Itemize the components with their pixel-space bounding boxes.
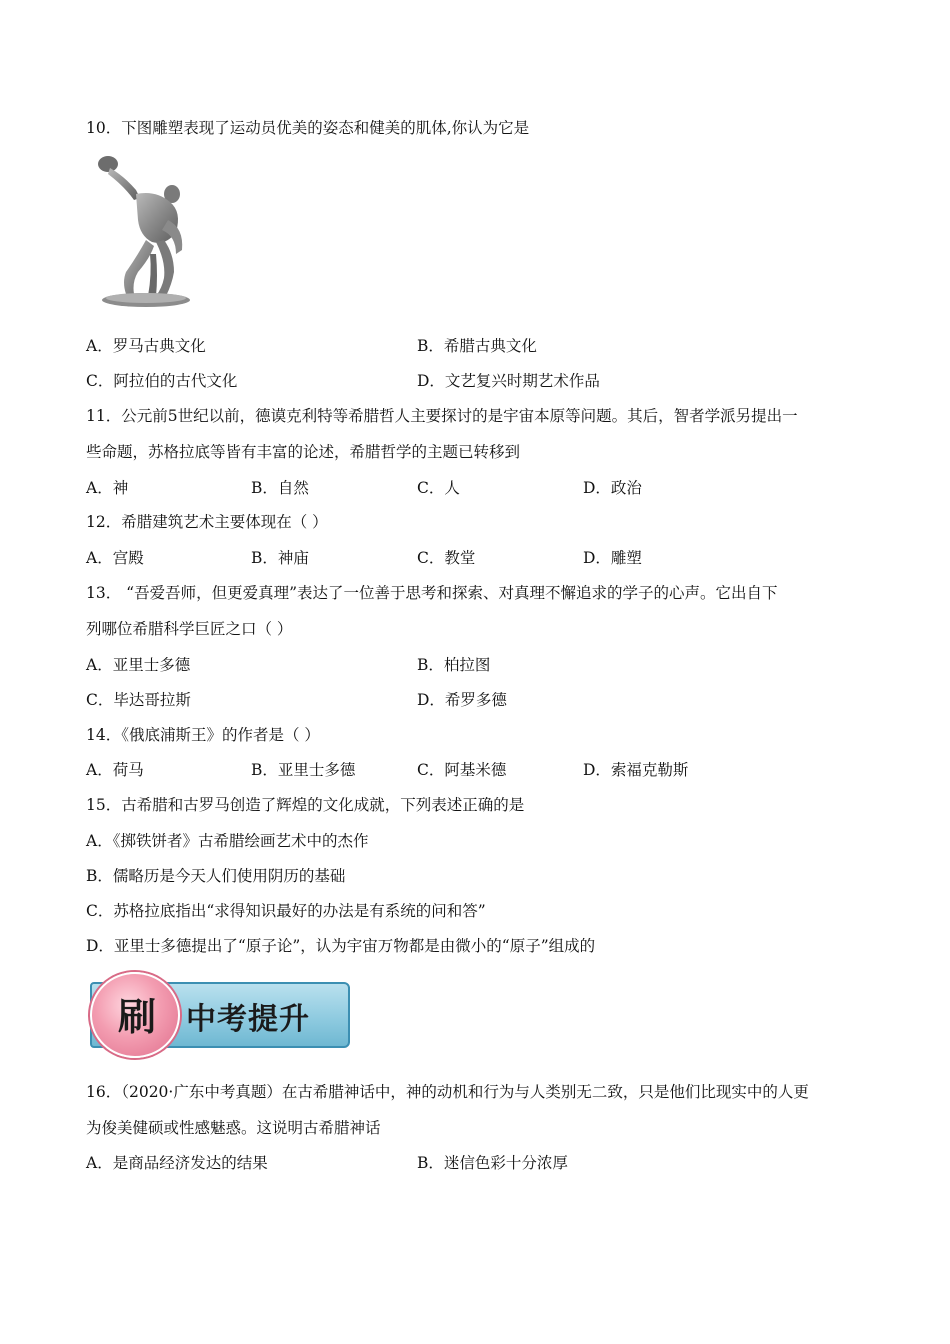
discobolus-statue-image: [96, 150, 208, 310]
q15-option-b: B．儒略历是今天人们使用阴历的基础: [86, 867, 346, 885]
banner-badge: [90, 972, 180, 1058]
q11-option-b: B．自然: [251, 479, 309, 497]
banner-title: 中考提升: [186, 1002, 310, 1037]
q12-option-a: A．宫殿: [86, 549, 144, 567]
q10-option-d: D．文艺复兴时期艺术作品: [417, 372, 600, 390]
q12-option-b: B．神庙: [251, 549, 309, 567]
q14-stem: 14．《俄底浦斯王》的作者是（ ）: [86, 726, 320, 744]
q15-option-d: D．亚里士多德提出了“原子论”，认为宇宙万物都是由微小的“原子”组成的: [86, 937, 596, 955]
q13-stem-line2: 列哪位希腊科学巨匠之口（ ）: [86, 620, 293, 638]
q13-stem-line1: 13． “吾爱吾师，但更爱真理”表达了一位善于思考和探索、对真理不懈追求的学子的心声。它出自下: [86, 584, 778, 602]
q16-option-a: A．是商品经济发达的结果: [86, 1154, 268, 1172]
q12-option-c: C．教堂: [417, 549, 476, 567]
q15-stem: 15．古希腊和古罗马创造了辉煌的文化成就，下列表述正确的是: [86, 796, 525, 814]
q11-option-d: D．政治: [583, 479, 642, 497]
q16-stem-line2: 为俊美健硕或性感魅惑。这说明古希腊神话: [86, 1119, 381, 1137]
q14-option-a: A．荷马: [86, 761, 144, 779]
q16-option-b: B．迷信色彩十分浓厚: [417, 1154, 568, 1172]
q12-stem: 12．希腊建筑艺术主要体现在（ ）: [86, 513, 328, 531]
banner-badge-text: 刷: [117, 995, 156, 1039]
q12-option-d: D．雕塑: [583, 549, 642, 567]
q15-option-a: A．《掷铁饼者》古希腊绘画艺术中的杰作: [86, 832, 369, 850]
q11-stem-line2: 些命题，苏格拉底等皆有丰富的论述，希腊哲学的主题已转移到: [86, 443, 521, 461]
q11-option-a: A．神: [86, 479, 129, 497]
q10-option-c: C．阿拉伯的古代文化: [86, 372, 238, 390]
q11-option-c: C．人: [417, 479, 460, 497]
q13-option-a: A．亚里士多德: [86, 656, 191, 674]
q11-stem-line1: 11．公元前5世纪以前，德谟克利特等希腊哲人主要探讨的是宇宙本原等问题。其后，智者学派另提出一: [86, 407, 798, 425]
q13-option-b: B．柏拉图: [417, 656, 491, 674]
q14-option-c: C．阿基米德: [417, 761, 507, 779]
q13-option-c: C．毕达哥拉斯: [86, 691, 191, 709]
q10-option-a: A．罗马古典文化: [86, 337, 206, 355]
q10-option-b: B．希腊古典文化: [417, 337, 537, 355]
q14-option-b: B．亚里士多德: [251, 761, 356, 779]
section-banner: [88, 972, 354, 1054]
q15-option-c: C．苏格拉底指出“求得知识最好的办法是有系统的问和答”: [86, 902, 486, 920]
q14-option-d: D．索福克勒斯: [583, 761, 689, 779]
q16-stem-line1: 16．（2020·广东中考真题）在古希腊神话中，神的动机和行为与人类别无二致，只是他们比现实中的人更: [86, 1083, 809, 1101]
q13-option-d: D．希罗多德: [417, 691, 507, 709]
q10-stem: 10．下图雕塑表现了运动员优美的姿态和健美的肌体,你认为它是: [86, 119, 530, 137]
